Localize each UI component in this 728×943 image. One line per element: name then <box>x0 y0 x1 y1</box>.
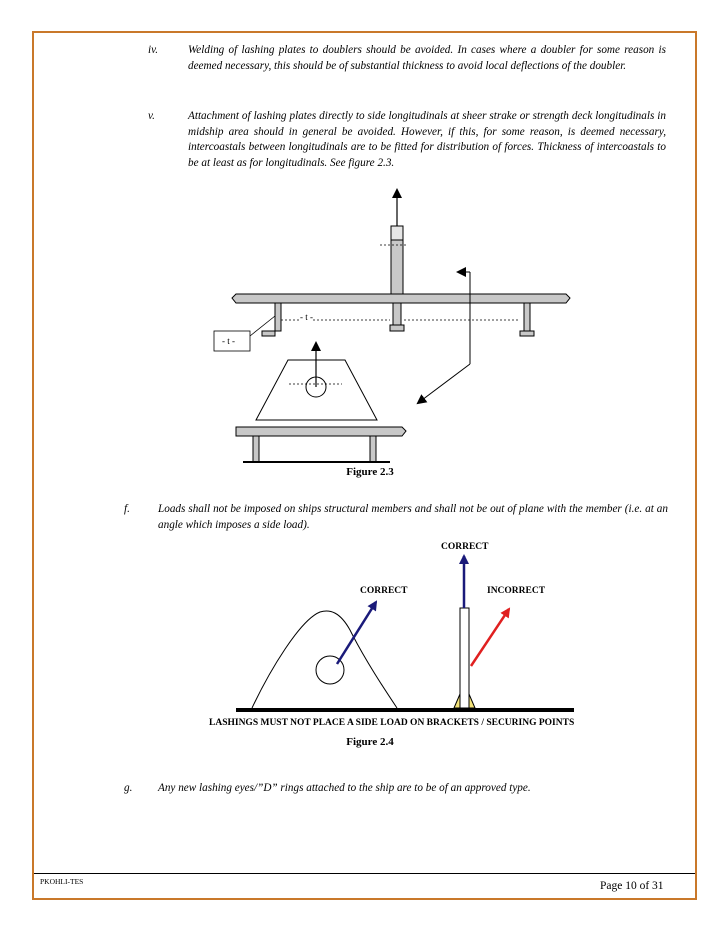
stanchion <box>454 608 475 708</box>
item-marker: v. <box>148 110 155 122</box>
list-item-g <box>124 781 669 799</box>
t-label-inner: - t - <box>300 312 313 322</box>
figure-2-4-caption: Figure 2.4 <box>346 736 394 748</box>
item-text: Attachment of lashing plates directly to side longitudinals at sheer strake or strength deck longitudinals in midship area should in general be avoided. However, if this, for some reason, is deemed necessary, intercoastals between longitudinals are to be fitted for distribution of forces. Thickness of intercoastals to be at least as for longitudinals. See figure 2.3. <box>188 110 666 169</box>
item-marker: g. <box>124 782 133 794</box>
t-label-box-text: - t - <box>222 336 235 346</box>
figure-2-3-caption: Figure 2.3 <box>346 466 394 478</box>
label-correct-left: CORRECT <box>360 586 408 596</box>
footer-document-code: PKOHLI-TES <box>40 877 84 886</box>
item-text: Loads shall not be imposed on ships structural members and shall not be out of plane with the member (i.e. at an angle which imposes a side load). <box>158 503 668 531</box>
item-marker: f. <box>124 503 130 515</box>
label-incorrect: INCORRECT <box>487 586 546 596</box>
item-marker: iv. <box>148 44 159 56</box>
item-text: Welding of lashing plates to doublers should be avoided. In cases where a doubler for some reason is deemed necessary, this should be of substantial thickness to avoid local deflections of the doubler. <box>188 44 666 72</box>
warning-label: LASHINGS MUST NOT PLACE A SIDE LOAD ON BRACKETS / SECURING POINTS <box>209 718 575 728</box>
item-text: Any new lashing eyes/”D” rings attached to the ship are to be of an approved type. <box>158 782 531 794</box>
footer-divider <box>34 873 695 874</box>
pad-eye-bracket <box>252 611 397 708</box>
incorrect-arrow <box>471 609 509 666</box>
label-correct-top: CORRECT <box>441 542 489 552</box>
page-number: Page 10 of 31 <box>600 880 664 892</box>
